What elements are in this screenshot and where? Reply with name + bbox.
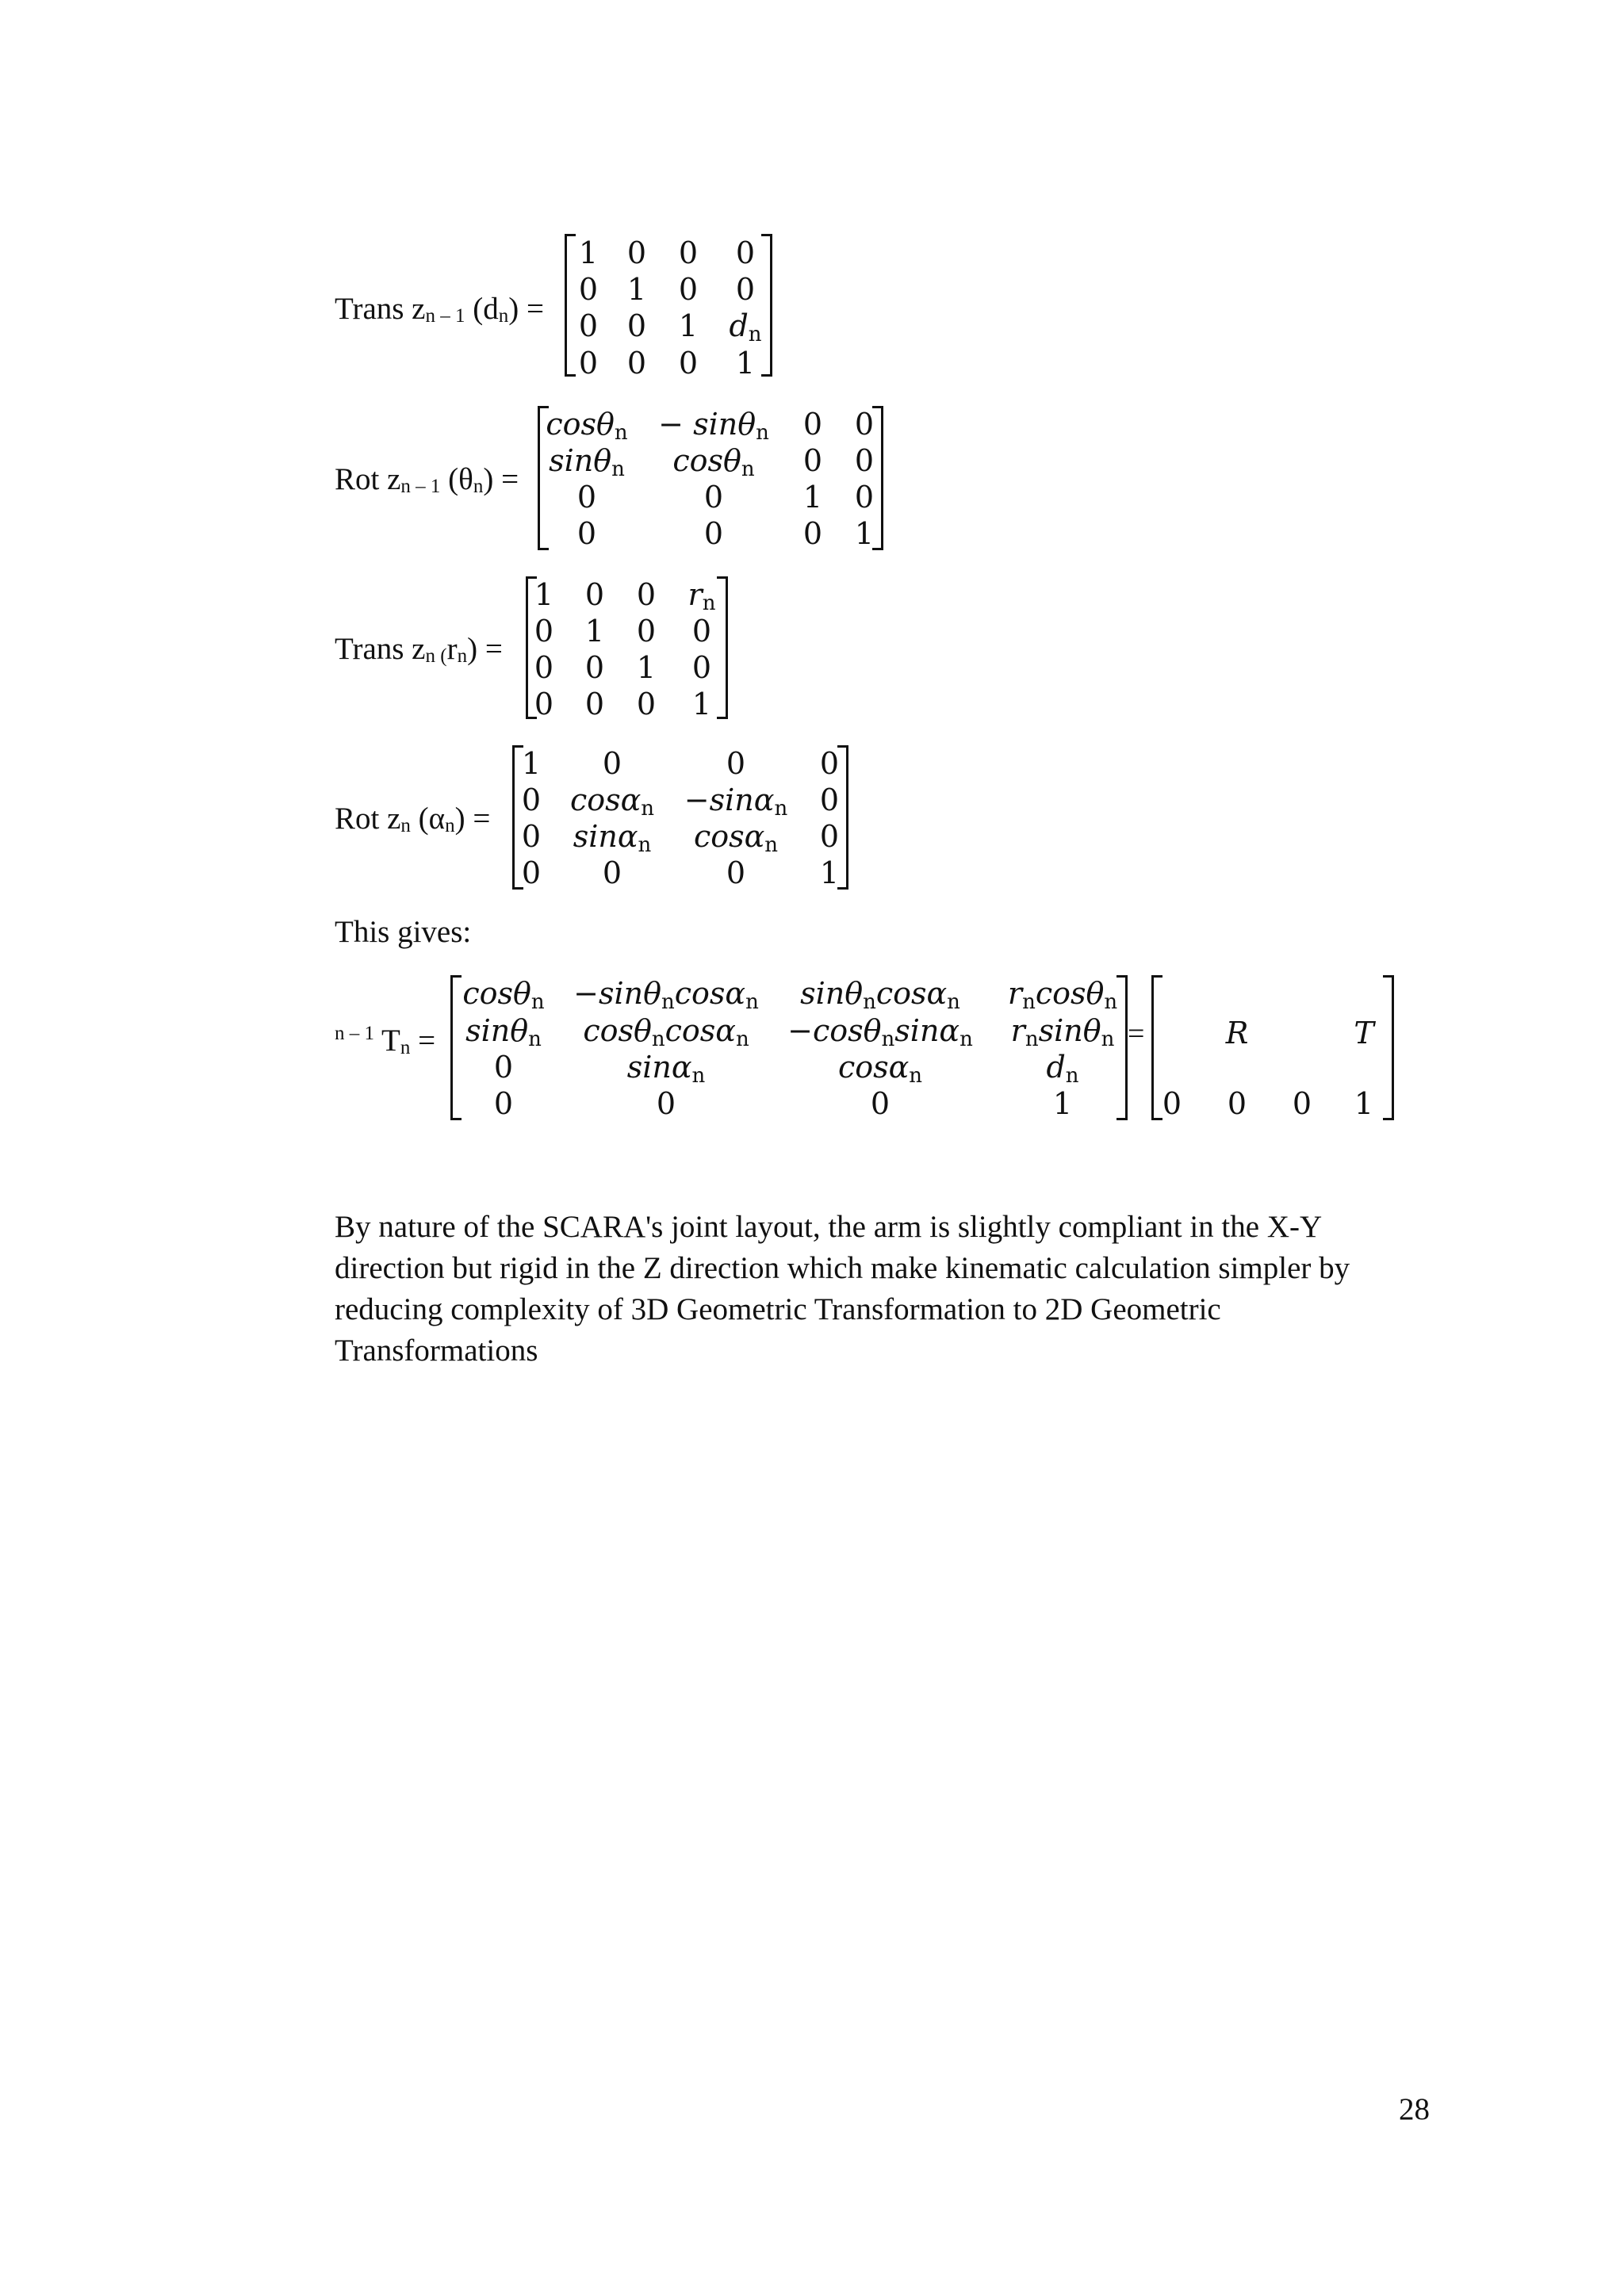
matrix-cell: 0 [691, 614, 712, 649]
matrix-cell: − sinθn [658, 407, 769, 445]
matrix-cell: dn [729, 308, 762, 346]
block-bottom-cell: 0 [1292, 1086, 1312, 1121]
matrix-cell: 0 [726, 855, 746, 890]
block-bottom-cell: 0 [1162, 1086, 1182, 1121]
matrix-cell: 0 [584, 577, 605, 612]
matrix-cell: −sinθncosαn [573, 976, 759, 1014]
matrix-right-bracket [872, 406, 883, 550]
matrix-cell: 0 [735, 235, 756, 270]
matrix-cell: cosθn [546, 407, 628, 445]
matrix-cell: 0 [802, 407, 823, 442]
block-bottom-cell: 0 [1227, 1086, 1247, 1121]
matrix-cell: 0 [493, 1086, 514, 1121]
matrix-cell: 0 [578, 308, 599, 343]
page-number: 28 [1399, 2092, 1430, 2126]
matrix-cell: 0 [735, 272, 756, 307]
label-subscript: n – 1 [425, 305, 465, 327]
paragraph-line: direction but rigid in the Z direction which make kinematic calculation simpler by [335, 1251, 1350, 1285]
matrix-cell: 0 [678, 346, 699, 381]
matrix-cell: 1 [735, 346, 756, 381]
label-subscript: n [498, 305, 509, 327]
equation-label [335, 631, 503, 667]
matrix-cell: cosθn [462, 976, 545, 1014]
matrix-cell: 1 [578, 235, 599, 270]
matrix-cell: 1 [802, 480, 823, 515]
matrix-cell: 0 [534, 687, 554, 721]
matrix-cell: 0 [626, 346, 647, 381]
matrix-cell: 0 [636, 577, 657, 612]
matrix-cell: 0 [636, 687, 657, 721]
label-subscript: n [445, 815, 455, 836]
matrix-cell: 0 [578, 346, 599, 381]
label-text: ) = [508, 292, 544, 326]
label-text: r [446, 632, 458, 666]
matrix-cell: 0 [656, 1086, 676, 1121]
label-text: Trans z [335, 632, 426, 666]
matrix-cell: 0 [678, 235, 699, 270]
rotation-block-R: R [1225, 1016, 1249, 1050]
equation-label [335, 461, 519, 497]
matrix-cell: 0 [802, 443, 823, 478]
matrix-cell: sinαn [573, 819, 652, 857]
matrix-cell: 0 [691, 650, 712, 685]
matrix-cell: 0 [521, 855, 542, 890]
matrix-cell: cosθncosαn [583, 1013, 749, 1051]
matrix-cell: −cosθnsinαn [787, 1013, 973, 1051]
matrix-cell: rn [688, 577, 716, 615]
matrix-cell: 0 [602, 746, 622, 781]
matrix-left-bracket [565, 234, 576, 377]
matrix-cell: 0 [626, 235, 647, 270]
block-bottom-cell: 1 [1354, 1086, 1374, 1121]
block-matrix-right-bracket [1383, 975, 1394, 1120]
translation-block-T: T [1354, 1016, 1374, 1050]
matrix-cell: 0 [703, 516, 724, 551]
matrix-cell: 0 [819, 819, 840, 854]
matrix-cell: 1 [584, 614, 605, 649]
label-text: Rot z [335, 802, 401, 836]
equation-label [335, 801, 490, 836]
matrix-right-bracket [717, 576, 728, 719]
matrix-cell: 1 [636, 650, 657, 685]
label-text: T [381, 1024, 400, 1058]
label-text: Rot z [335, 462, 401, 496]
matrix-cell: 1 [626, 272, 647, 307]
matrix-right-bracket [1116, 975, 1128, 1120]
paragraph-line: By nature of the SCARA's joint layout, the arm is slightly compliant in the X-Y [335, 1210, 1323, 1244]
matrix-cell: 0 [521, 819, 542, 854]
label-text: (d [465, 292, 499, 326]
matrix-cell: 1 [534, 577, 554, 612]
matrix-cell: 1 [678, 308, 699, 343]
label-text: Trans z [335, 292, 426, 326]
label-text: (α [410, 802, 446, 836]
matrix-cell: 0 [493, 1050, 514, 1085]
paragraph-line: reducing complexity of 3D Geometric Transformation to 2D Geometric [335, 1292, 1221, 1326]
matrix-cell: 0 [854, 480, 875, 515]
matrix-cell: 0 [534, 614, 554, 649]
matrix-cell: 0 [636, 614, 657, 649]
label-text: ) = [467, 632, 503, 666]
equals-sign: = [1128, 1017, 1145, 1050]
matrix-cell: cosαn [837, 1050, 923, 1088]
matrix-cell: 0 [534, 650, 554, 685]
matrix-cell: 0 [576, 480, 597, 515]
matrix-cell: 1 [1052, 1086, 1073, 1121]
matrix-cell: cosαn [693, 819, 779, 857]
matrix-cell: 0 [578, 272, 599, 307]
label-subscript: n [400, 815, 411, 836]
matrix-cell: sinαn [626, 1050, 706, 1088]
matrix-cell: rnsinθn [1010, 1013, 1115, 1051]
label-text: ) = [483, 462, 519, 496]
matrix-cell: sinθncosαn [800, 976, 960, 1014]
matrix-right-bracket [761, 234, 772, 377]
matrix-cell: 0 [521, 783, 542, 817]
matrix-cell: dn [1046, 1050, 1079, 1088]
matrix-cell: 0 [854, 407, 875, 442]
matrix-cell: rncosθn [1007, 976, 1118, 1014]
equation-label [335, 291, 544, 327]
matrix-cell: 0 [703, 480, 724, 515]
matrix-cell: sinθn [549, 443, 625, 481]
label-subscript: n [473, 476, 484, 497]
matrix-cell: 0 [626, 308, 647, 343]
matrix-cell: sinθn [465, 1013, 542, 1051]
matrix-cell: 0 [870, 1086, 891, 1121]
label-subscript: n [400, 1037, 411, 1058]
label-subscript: n ( [425, 645, 447, 667]
matrix-cell: 1 [819, 855, 840, 890]
label-text: (θ [440, 462, 473, 496]
equation-label [335, 1023, 435, 1058]
matrix-cell: 0 [726, 746, 746, 781]
matrix-cell: cosαn [569, 783, 655, 821]
label-subscript: n – 1 [400, 476, 441, 497]
matrix-cell: −sinαn [684, 783, 788, 821]
matrix-cell: 1 [521, 746, 542, 781]
label-text: = [418, 1024, 436, 1058]
matrix-left-bracket [450, 975, 462, 1120]
matrix-right-bracket [837, 745, 848, 890]
matrix-cell: 0 [678, 272, 699, 307]
body-paragraph [335, 1207, 1445, 1372]
this-gives-text: This gives: [335, 915, 472, 949]
label-superscript: n – 1 [335, 1023, 374, 1044]
matrix-cell: 0 [819, 783, 840, 817]
paragraph-line: Transformations [335, 1334, 538, 1368]
matrix-cell: 0 [602, 855, 622, 890]
matrix-cell: 1 [854, 516, 875, 551]
matrix-cell: 0 [802, 516, 823, 551]
label-text: ) = [454, 802, 491, 836]
block-matrix-left-bracket [1151, 975, 1162, 1120]
matrix-cell: 0 [819, 746, 840, 781]
matrix-cell: cosθn [672, 443, 755, 481]
matrix-cell: 0 [584, 687, 605, 721]
matrix-cell: 0 [576, 516, 597, 551]
matrix-cell: 1 [691, 687, 712, 721]
label-subscript: n [457, 645, 468, 667]
matrix-cell: 0 [854, 443, 875, 478]
matrix-cell: 0 [584, 650, 605, 685]
